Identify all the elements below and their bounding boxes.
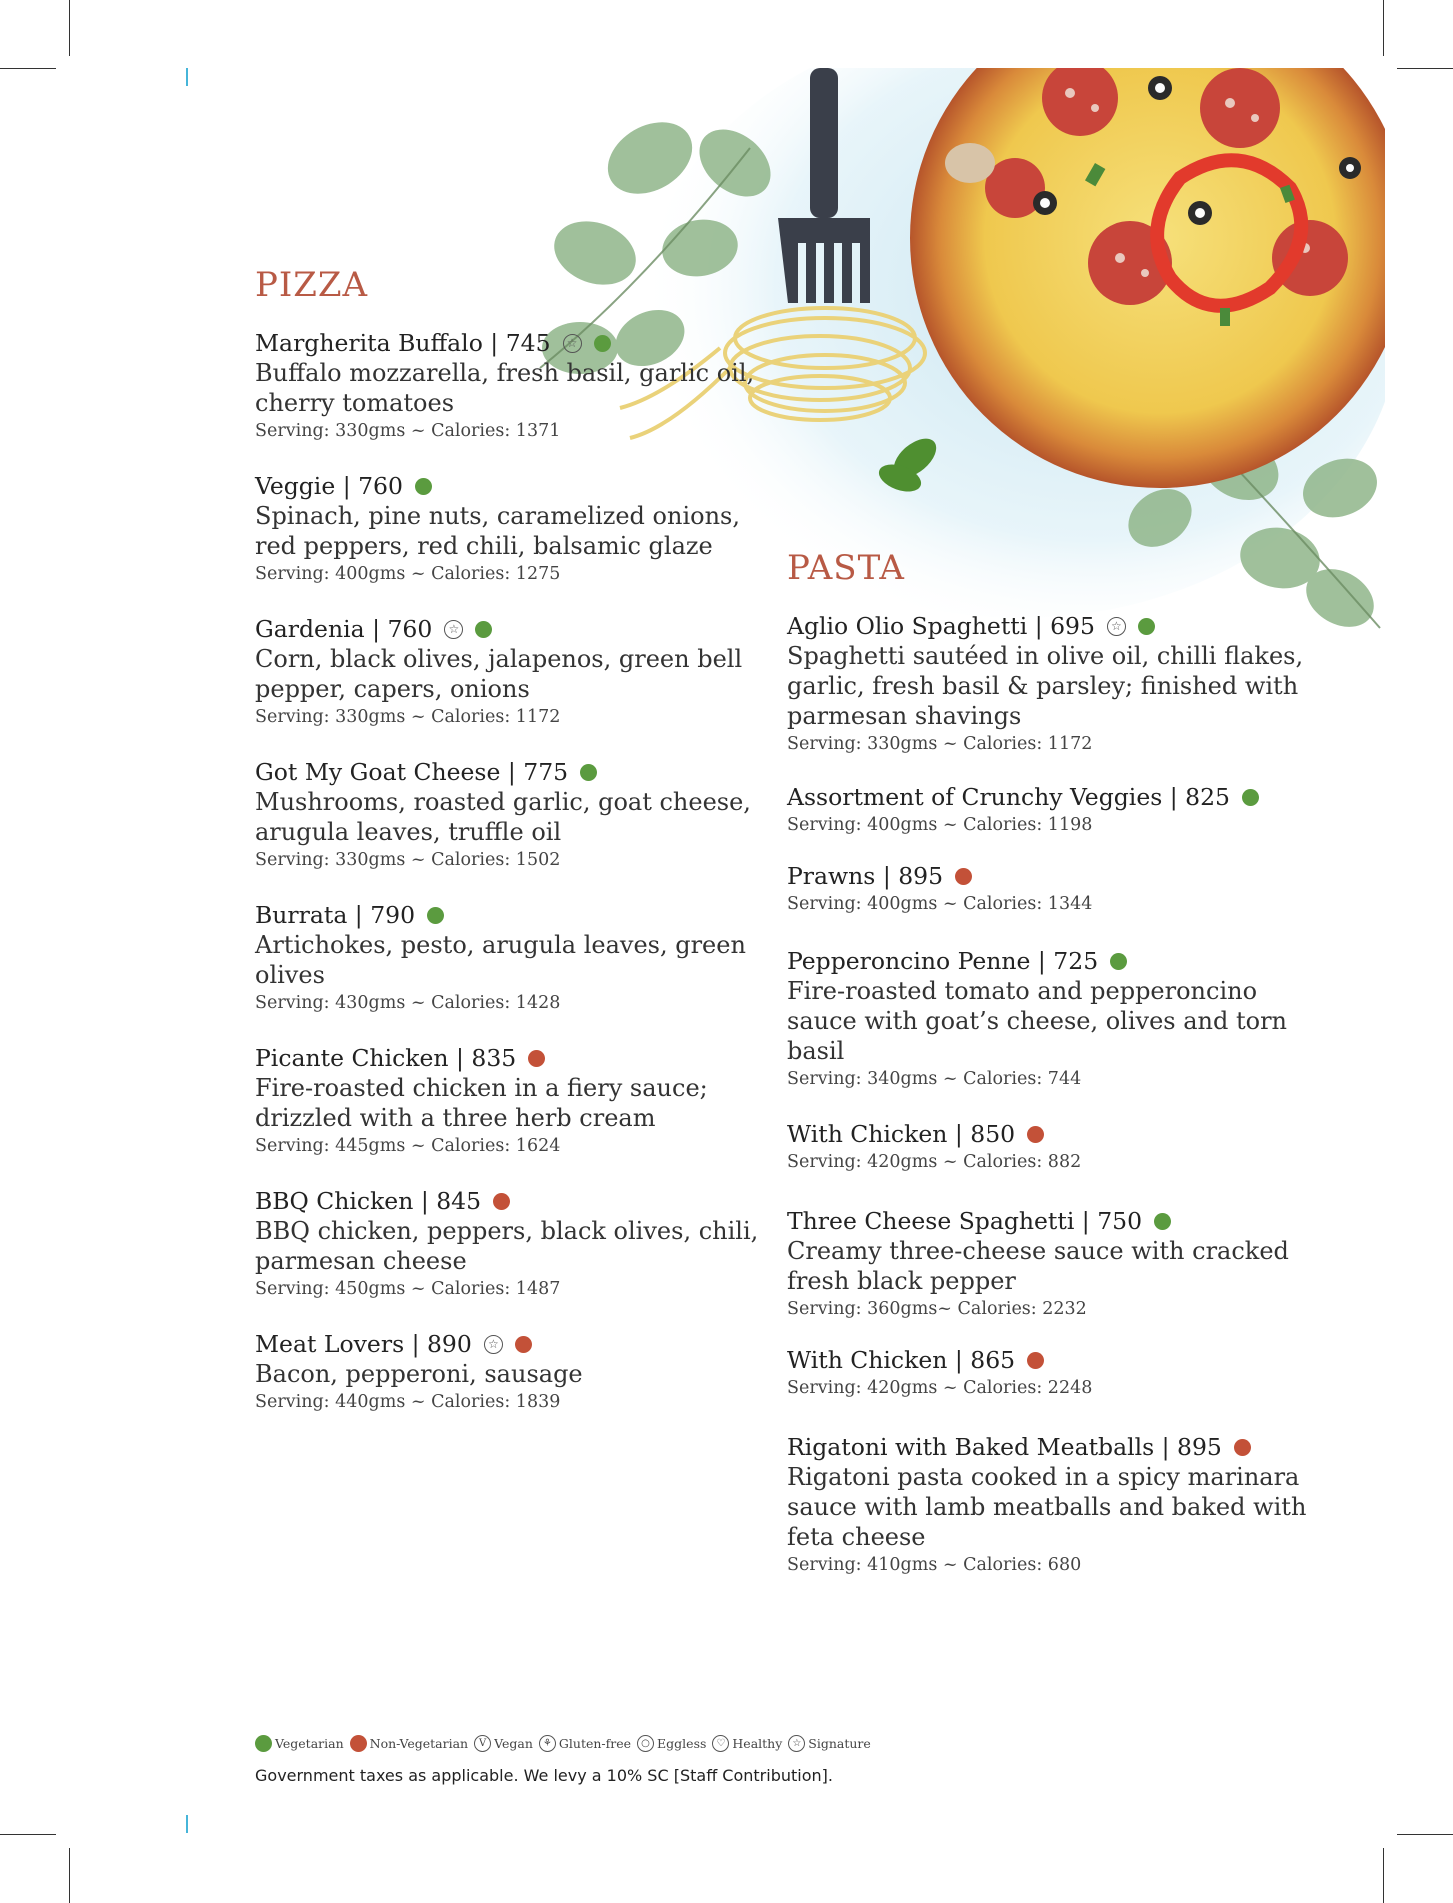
crop-mark <box>69 0 70 56</box>
crop-mark <box>1397 1834 1453 1835</box>
menu-item-serving: Serving: 330gms ~ Calories: 1371 <box>255 421 561 441</box>
veg-dot-icon <box>255 1735 272 1752</box>
nonveg-dot-icon <box>1234 1439 1251 1456</box>
menu-item <box>255 471 775 586</box>
menu-item-title <box>787 1432 1312 1462</box>
menu-item <box>255 757 775 872</box>
menu-item-name-price: Prawns | 895 <box>787 862 944 890</box>
menu-item-name-price: Aglio Olio Spaghetti | 695 <box>787 612 1095 640</box>
menu-item <box>255 614 775 729</box>
menu-item-title <box>255 900 775 930</box>
pasta-menu-list <box>787 611 1312 1577</box>
menu-item-serving: Serving: 330gms ~ Calories: 1172 <box>787 734 1093 754</box>
menu-item-title <box>255 1043 775 1073</box>
veg-dot-icon <box>1110 953 1127 970</box>
menu-item-title <box>787 946 1312 976</box>
menu-item-serving: Serving: 330gms ~ Calories: 1172 <box>255 707 561 727</box>
menu-item-name-price: Got My Goat Cheese | 775 <box>255 758 569 786</box>
menu-item-name-price: Meat Lovers | 890 <box>255 1330 472 1358</box>
menu-item-title <box>255 1186 775 1216</box>
pizza-menu-list <box>255 328 775 1414</box>
legend-gluten-free: ⚘ Gluten-free <box>539 1735 631 1752</box>
menu-item <box>787 946 1312 1091</box>
vegan-icon: V <box>474 1735 491 1752</box>
menu-item <box>787 861 1312 916</box>
registration-tick <box>186 1815 188 1833</box>
menu-item <box>255 1043 775 1158</box>
menu-item-description: Fire-roasted chicken in a fiery sauce; drizzled with a three herb cream <box>255 1074 708 1132</box>
legend-vegan: V Vegan <box>474 1735 533 1752</box>
menu-item-name-price: Pepperoncino Penne | 725 <box>787 947 1099 975</box>
healthy-icon: ♡ <box>712 1735 729 1752</box>
veg-dot-icon <box>1242 789 1259 806</box>
veg-dot-icon <box>415 478 432 495</box>
signature-icon: ☆ <box>788 1735 805 1752</box>
menu-item <box>787 782 1312 837</box>
menu-item-serving: Serving: 360gms~ Calories: 2232 <box>787 1299 1087 1319</box>
nonveg-dot-icon <box>955 868 972 885</box>
legend-non-vegetarian: Non-Vegetarian <box>350 1735 468 1752</box>
menu-item <box>787 1119 1312 1174</box>
legend-eggless: ○ Eggless <box>637 1735 706 1752</box>
menu-item-description: Corn, black olives, jalapenos, green bell pepper, capers, onions <box>255 645 743 703</box>
tax-note: Government taxes as applicable. We levy a 10% SC [Staff Contribution]. <box>255 1766 833 1785</box>
menu-item <box>255 1329 775 1414</box>
menu-item-description: BBQ chicken, peppers, black olives, chili, parmesan cheese <box>255 1217 759 1275</box>
menu-item <box>787 1206 1312 1321</box>
menu-item-name-price: Assortment of Crunchy Veggies | 825 <box>787 783 1231 811</box>
menu-item-name-price: Three Cheese Spaghetti | 750 <box>787 1207 1143 1235</box>
veg-dot-icon <box>427 907 444 924</box>
menu-item-name-price: Rigatoni with Baked Meatballs | 895 <box>787 1433 1222 1461</box>
signature-icon: ☆ <box>484 1335 503 1354</box>
menu-item-serving: Serving: 330gms ~ Calories: 1502 <box>255 850 561 870</box>
nonveg-dot-icon <box>350 1735 367 1752</box>
menu-item-title <box>255 1329 775 1359</box>
menu-item-description: Bacon, pepperoni, sausage <box>255 1360 583 1388</box>
crop-mark <box>1397 68 1453 69</box>
crop-mark <box>69 1848 70 1903</box>
diet-legend <box>255 1735 877 1752</box>
legend-vegetarian: Vegetarian <box>255 1735 344 1752</box>
menu-item-title <box>787 1206 1312 1236</box>
nonveg-dot-icon <box>1027 1126 1044 1143</box>
veg-dot-icon <box>580 764 597 781</box>
menu-item-name-price: Picante Chicken | 835 <box>255 1044 517 1072</box>
menu-item-serving: Serving: 400gms ~ Calories: 1275 <box>255 564 561 584</box>
menu-item-title <box>255 614 775 644</box>
menu-item-name-price: Veggie | 760 <box>255 472 403 500</box>
gluten-free-icon: ⚘ <box>539 1735 556 1752</box>
menu-item-title <box>787 861 1312 891</box>
menu-item-description: Mushrooms, roasted garlic, goat cheese, arugula leaves, truffle oil <box>255 788 751 846</box>
menu-item <box>787 1432 1312 1577</box>
menu-item-title <box>255 471 775 501</box>
menu-item-serving: Serving: 440gms ~ Calories: 1839 <box>255 1392 561 1412</box>
menu-item <box>255 900 775 1015</box>
menu-item-description: Buffalo mozzarella, fresh basil, garlic oil, cherry tomatoes <box>255 359 755 417</box>
menu-item-name-price: Gardenia | 760 <box>255 615 433 643</box>
veg-dot-icon <box>1154 1213 1171 1230</box>
legend-healthy: ♡ Healthy <box>712 1735 782 1752</box>
menu-item-description: Spaghetti sautéed in olive oil, chilli flakes, garlic, fresh basil & parsley; finished with parmesan shavings <box>787 642 1304 730</box>
veg-dot-icon <box>594 335 611 352</box>
crop-mark <box>1383 1848 1384 1903</box>
menu-item <box>255 328 775 443</box>
menu-item-title <box>255 328 775 358</box>
menu-item-title <box>787 1119 1312 1149</box>
pizza-section-title: PIZZA <box>255 265 369 305</box>
signature-icon: ☆ <box>1107 617 1126 636</box>
menu-item-serving: Serving: 420gms ~ Calories: 2248 <box>787 1378 1093 1398</box>
menu-item-description: Fire-roasted tomato and pepperoncino sauce with goat’s cheese, olives and torn basil <box>787 977 1288 1065</box>
menu-item-name-price: Margherita Buffalo | 745 <box>255 329 551 357</box>
nonveg-dot-icon <box>515 1336 532 1353</box>
menu-item-description: Artichokes, pesto, arugula leaves, green olives <box>255 931 746 989</box>
crop-mark <box>0 1834 56 1835</box>
legend-signature: ☆ Signature <box>788 1735 871 1752</box>
menu-item-name-price: BBQ Chicken | 845 <box>255 1187 482 1215</box>
menu-item <box>787 1345 1312 1400</box>
menu-item-title <box>787 1345 1312 1375</box>
veg-dot-icon <box>475 621 492 638</box>
menu-item <box>787 611 1312 756</box>
menu-item-serving: Serving: 400gms ~ Calories: 1344 <box>787 894 1093 914</box>
menu-item-title <box>787 611 1312 641</box>
menu-item-serving: Serving: 420gms ~ Calories: 882 <box>787 1152 1082 1172</box>
crop-mark <box>1383 0 1384 56</box>
menu-item-description: Spinach, pine nuts, caramelized onions, red peppers, red chili, balsamic glaze <box>255 502 740 560</box>
signature-icon: ☆ <box>563 334 582 353</box>
veg-dot-icon <box>1138 618 1155 635</box>
menu-item-serving: Serving: 445gms ~ Calories: 1624 <box>255 1136 561 1156</box>
menu-item-serving: Serving: 410gms ~ Calories: 680 <box>787 1555 1082 1575</box>
menu-item-name-price: With Chicken | 865 <box>787 1346 1016 1374</box>
menu-item-title <box>255 757 775 787</box>
menu-item-description: Rigatoni pasta cooked in a spicy marinara sauce with lamb meatballs and baked with feta cheese <box>787 1463 1307 1551</box>
eggless-icon: ○ <box>637 1735 654 1752</box>
registration-tick <box>186 68 188 86</box>
menu-item-name-price: Burrata | 790 <box>255 901 416 929</box>
menu-item-serving: Serving: 400gms ~ Calories: 1198 <box>787 815 1093 835</box>
menu-item-description: Creamy three-cheese sauce with cracked fresh black pepper <box>787 1237 1289 1295</box>
nonveg-dot-icon <box>493 1193 510 1210</box>
menu-item-serving: Serving: 340gms ~ Calories: 744 <box>787 1069 1082 1089</box>
menu-item-title <box>787 782 1312 812</box>
nonveg-dot-icon <box>528 1050 545 1067</box>
nonveg-dot-icon <box>1027 1352 1044 1369</box>
pasta-section-title: PASTA <box>787 548 905 588</box>
menu-item-name-price: With Chicken | 850 <box>787 1120 1016 1148</box>
crop-mark <box>0 68 56 69</box>
menu-item-serving: Serving: 450gms ~ Calories: 1487 <box>255 1279 561 1299</box>
signature-icon: ☆ <box>444 620 463 639</box>
menu-item <box>255 1186 775 1301</box>
menu-item-serving: Serving: 430gms ~ Calories: 1428 <box>255 993 561 1013</box>
